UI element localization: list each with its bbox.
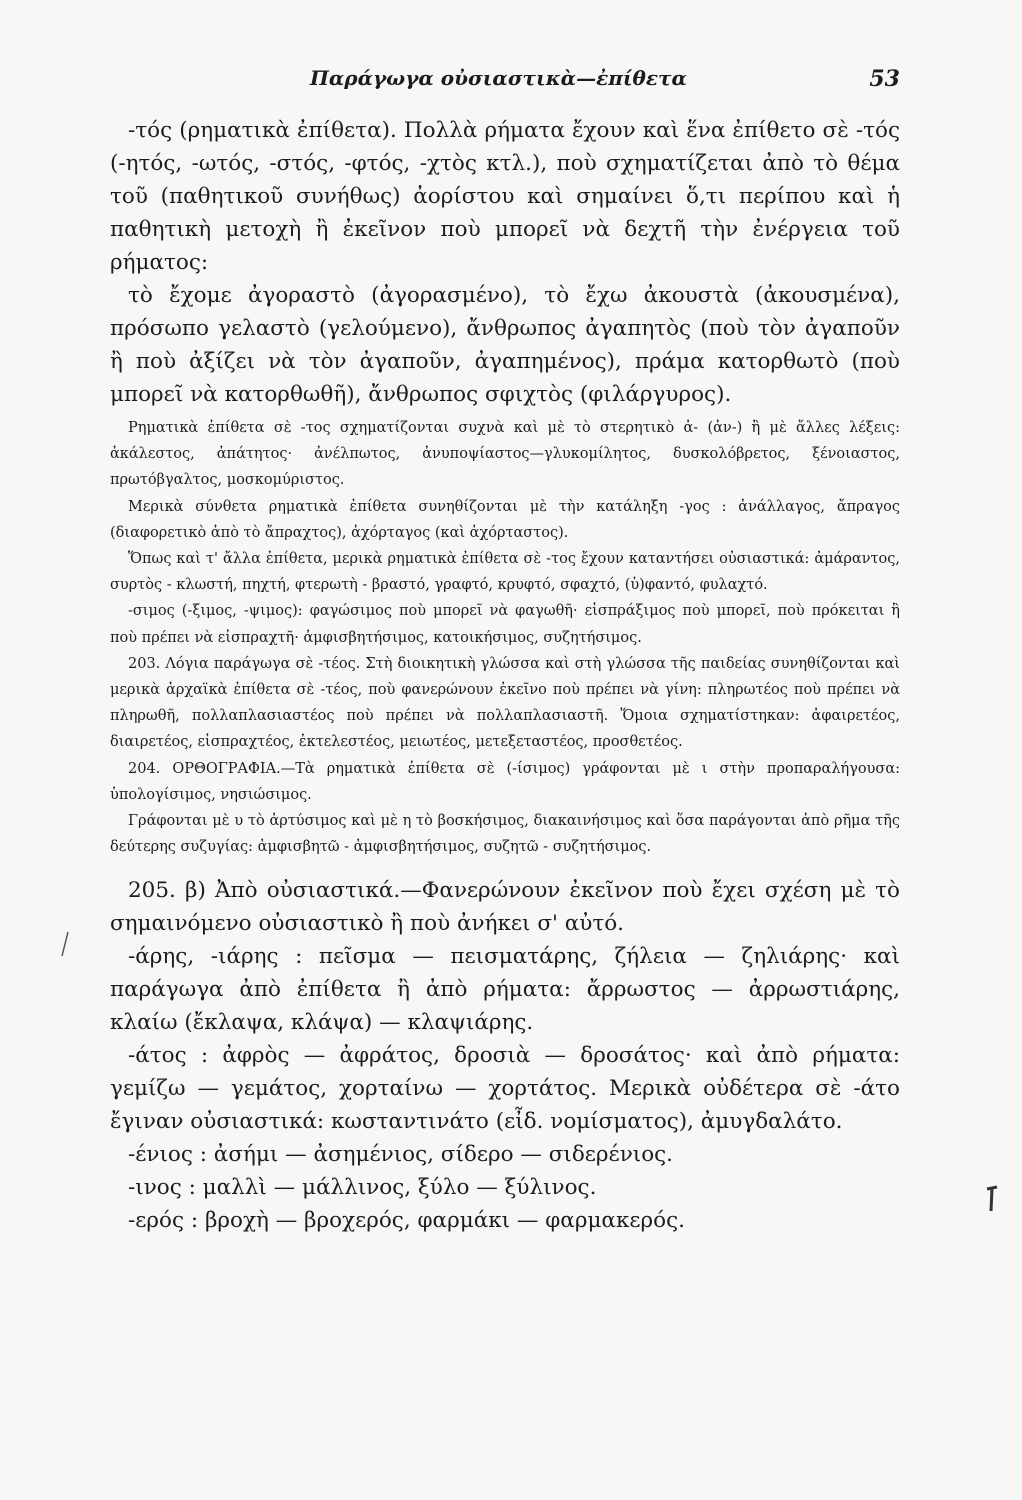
paragraph-gos: Μερικὰ σύνθετα ρηματικὰ ἐπίθετα συνηθίζονται μὲ τὴν κατάληξη -γος : ἀνάλλαγος, ἄπραγος (διαφορετικὸ ἀπὸ τὸ ἄπραχτος), ἀχόρταγος (καὶ ἀχόρταστος). [110,498,900,541]
section-203: 203. Λόγια παράγωγα σὲ -τέος. Στὴ διοικητικὴ γλώσσα καὶ στὴ γλώσσα τῆς παιδείας συνηθίζονται καὶ μερικὰ ἀρχαϊκὰ ἐπίθετα σὲ -τέος, ποὺ φανερώνουν ἐκεῖνο ποὺ πρέπει νὰ γίνη: πληρωτέος ποὺ πρέπει νὰ πληρωθῆ, πολλαπλασιαστέος ποὺ πρέπει νὰ πολλαπλασιαστῆ. Ὅμοια σχηματίστηκαν: ἀφαιρετέος, διαιρετέος, εἰσπραχτέος, ἐκτελεστέος, μειωτέος, μετεξεταστέος, προσθετέος. [110,655,900,751]
suffix-eros: -ερός : βροχὴ — βροχερός, φαρμάκι — φαρμακερός. [128,1208,685,1234]
page-number: 53 [869,66,900,92]
paragraph-simos: -σιμος (-ξιμος, -ψιμος): φαγώσιμος ποὺ μπορεῖ νὰ φαγωθῆ· εἰσπράξιμος ποὺ μπορεῖ, ποὺ πρόκειται ἢ ποὺ πρέπει νὰ εἰσπραχτῆ· ἀμφισβητήσιμος, κατοικήσιμος, συζητήσιμος. [110,603,900,646]
stray-mark-icon [985,1185,999,1215]
suffix-aris: -άρης, -ιάρης : πεῖσμα — πεισματάρης, ζήλεια — ζηλιάρης· καὶ παράγωγα ἀπὸ ἐπίθετα ἢ ἀπὸ ρήματα: ἄρρωστος — ἀρρωστιάρης, κλαίω (ἔκλαψα, κλάψα) — κλαψιάρης. [110,944,900,1036]
suffix-inos: -ινος : μαλλὶ — μάλλινος, ξύλο — ξύλινος. [128,1175,597,1201]
paragraph-tos-examples: τὸ ἔχομε ἀγοραστὸ (ἀγορασμένο), τὸ ἔχω ἀκουστὰ (ἀκουσμένα), πρόσωπο γελαστὸ (γελούμενο), ἄνθρωπος ἀγαπητὸς (ποὺ τὸν ἀγαποῦν ἢ ποὺ ἀξίζει νὰ τὸν ἀγαποῦν, ἀγαπημένος), πράμα κατορθωτὸ (ποὺ μπορεῖ νὰ κατορθωθῆ), ἄνθρωπος σφιχτὸς (φιλάργυρος). [110,283,900,407]
paragraph-privative: Ρηματικὰ ἐπίθετα σὲ -τος σχηματίζονται συχνὰ καὶ μὲ τὸ στερητικὸ ἀ- (ἀν-) ἢ μὲ ἄλλες λέξεις: ἀκάλεστος, ἀπάτητος· ἀνέλπωτος, ἀνυποψίαστος—γλυκομίλητος, δυσκολόβρετος, ξένοιαστος, πρωτόβγαλτος, μοσκομύριστος. [110,420,900,489]
suffix-atos: -άτος : ἀφρὸς — ἀφράτος, δροσιὰ — δροσάτος· καὶ ἀπὸ ρήματα: γεμίζω — γεμάτος, χορταίνω — χορτάτος. Μερικὰ οὐδέτερα σὲ -άτο ἔγιναν οὐσιαστικά: κωσταντινάτο (εἶδ. νομίσματος), ἀμυγδαλάτο. [110,1043,900,1135]
page-header [110,60,900,100]
margin-slash-icon [60,930,70,960]
section-204-orthography: 204. ΟΡΘΟΓΡΑΦΙΑ.—Τὰ ρηματικὰ ἐπίθετα σὲ (-ίσιμος) γράφονται μὲ ι στὴν προπαραλήγουσα: ὑπολογίσιμος, νησιώσιμος. [110,760,900,803]
running-title: Παράγωγα οὐσιαστικὰ—ἐπίθετα [310,66,687,90]
section-205: 205. β) Ἀπὸ οὐσιαστικά.—Φανερώνουν ἐκεῖνον ποὺ ἔχει σχέση μὲ τὸ σημαινόμενο οὐσιαστικὸ ἢ ποὺ ἀνήκει σ' αὐτό. [110,878,900,937]
paragraph-tos-intro: -τός (ρηματικὰ ἐπίθετα). Πολλὰ ρήματα ἔχουν καὶ ἕνα ἐπίθετο σὲ -τός (-ητός, -ωτός, -στός, -φτός, -χτὸς κτλ.), ποὺ σχηματίζεται ἀπὸ τὸ θέμα τοῦ (παθητικοῦ συνήθως) ἀορίστου καὶ σημαίνει ὅ,τι περίπου καὶ ἡ παθητικὴ μετοχὴ ἢ ἐκεῖνον ποὺ μπορεῖ νὰ δεχτῆ τὴν ἐνέργεια τοῦ ρήματος: [110,118,900,275]
suffix-enios: -ένιος : ἀσήμι — ἀσημένιος, σίδερο — σιδερένιος. [128,1142,674,1168]
paragraph-spelling-note: Γράφονται μὲ υ τὸ ἀρτύσιμος καὶ μὲ η τὸ βοσκήσιμος, διακαινήσιμος καὶ ὅσα παράγονται ἀπὸ ρῆμα τῆς δεύτερης συζυγίας: ἀμφισβητῶ - ἀμφισβητήσιμος, συζητῶ - συζητήσιμος. [110,813,900,856]
paragraph-nouns: Ὅπως καὶ τ' ἄλλα ἐπίθετα, μερικὰ ρηματικὰ ἐπίθετα σὲ -τος ἔχουν καταντήσει οὐσιαστικά: ἀμάραντος, συρτὸς - κλωστή, πηχτή, φτερωτὴ - βραστό, γραφτό, κρυφτό, σφαχτό, (ὑ)φαντό, φυλαχτό. [110,551,900,594]
page [110,60,900,1237]
